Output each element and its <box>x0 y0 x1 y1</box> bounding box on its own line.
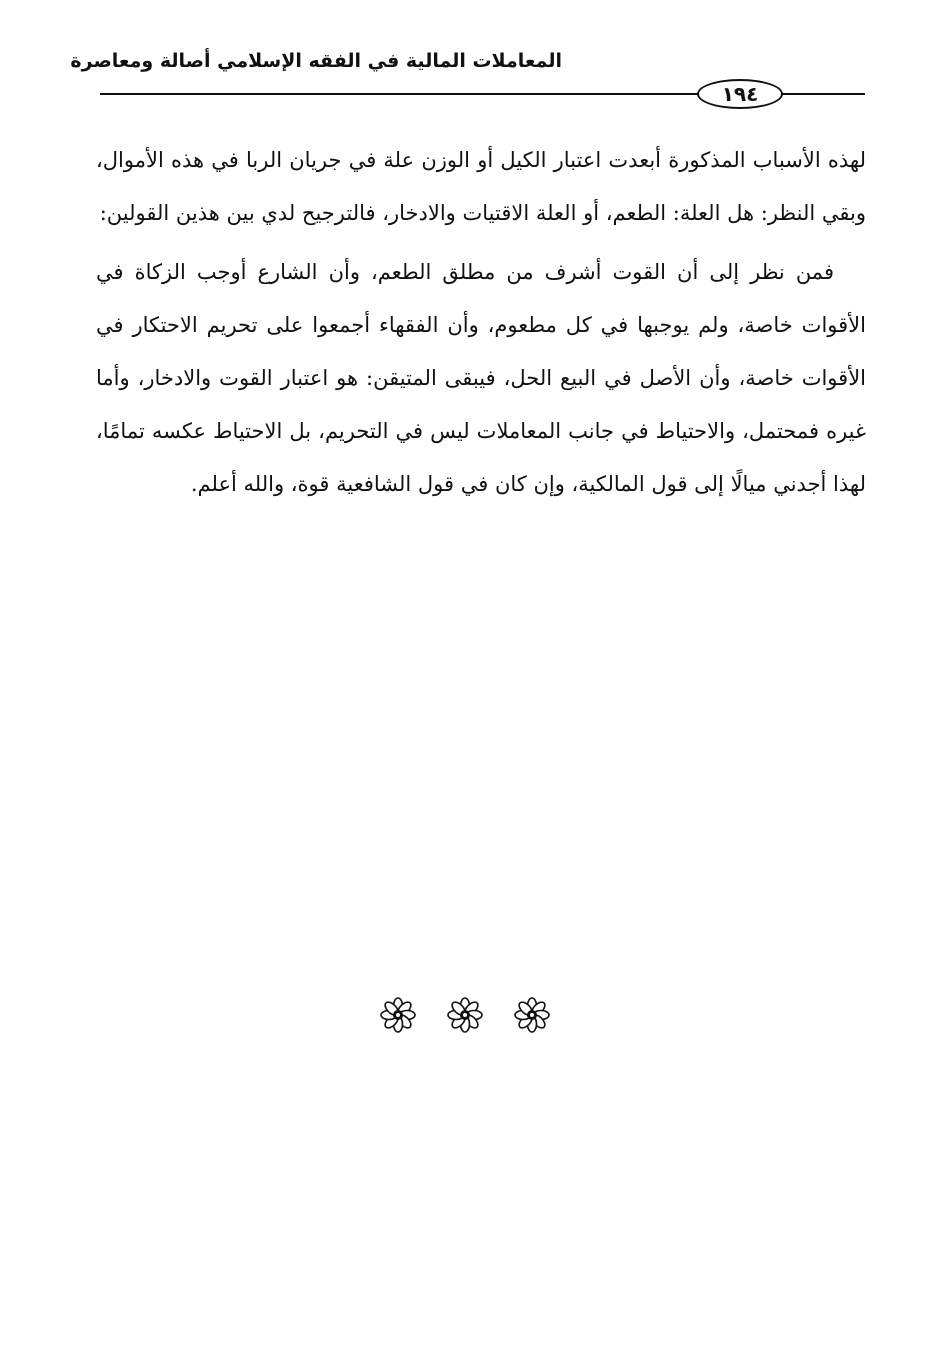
header-rule-left <box>100 93 698 95</box>
header-rule-right <box>782 93 865 95</box>
body-text <box>96 134 866 511</box>
page-number: ١٩٤ <box>697 79 783 109</box>
paragraph-1: لهذه الأسباب المذكورة أبعدت اعتبار الكيل أو الوزن علة في جريان الربا في هذه الأموال، وبقي النظر: هل العلة: الطعم، أو العلة الاقتيات والادخار، فالترجيح لدي بين هذين القولين: <box>96 148 866 225</box>
flower-ornament-icon <box>514 997 550 1033</box>
running-header-title: المعاملات المالية في الفقه الإسلامي أصالة ومعاصرة <box>70 50 562 72</box>
section-end-ornament <box>380 995 550 1035</box>
paragraph-2: فمن نظر إلى أن القوت أشرف من مطلق الطعم، وأن الشارع أوجب الزكاة في الأقوات خاصة، ولم يوجبها في كل مطعوم، وأن الفقهاء أجمعوا على تحريم الاحتكار في الأقوات خاصة، وأن الأصل في البيع الحل، فيبقى المتيقن: هو اعتبار القوت والادخار، وأما غيره فمحتمل، والاحتياط في جانب المعاملات ليس في التحريم، بل الاحتياط عكسه تمامًا، لهذا أجدني ميالًا إلى قول المالكية، وإن كان في قول الشافعية قوة، والله أعلم. <box>96 260 866 496</box>
flower-ornament-icon <box>380 997 416 1033</box>
flower-ornament-icon <box>447 997 483 1033</box>
